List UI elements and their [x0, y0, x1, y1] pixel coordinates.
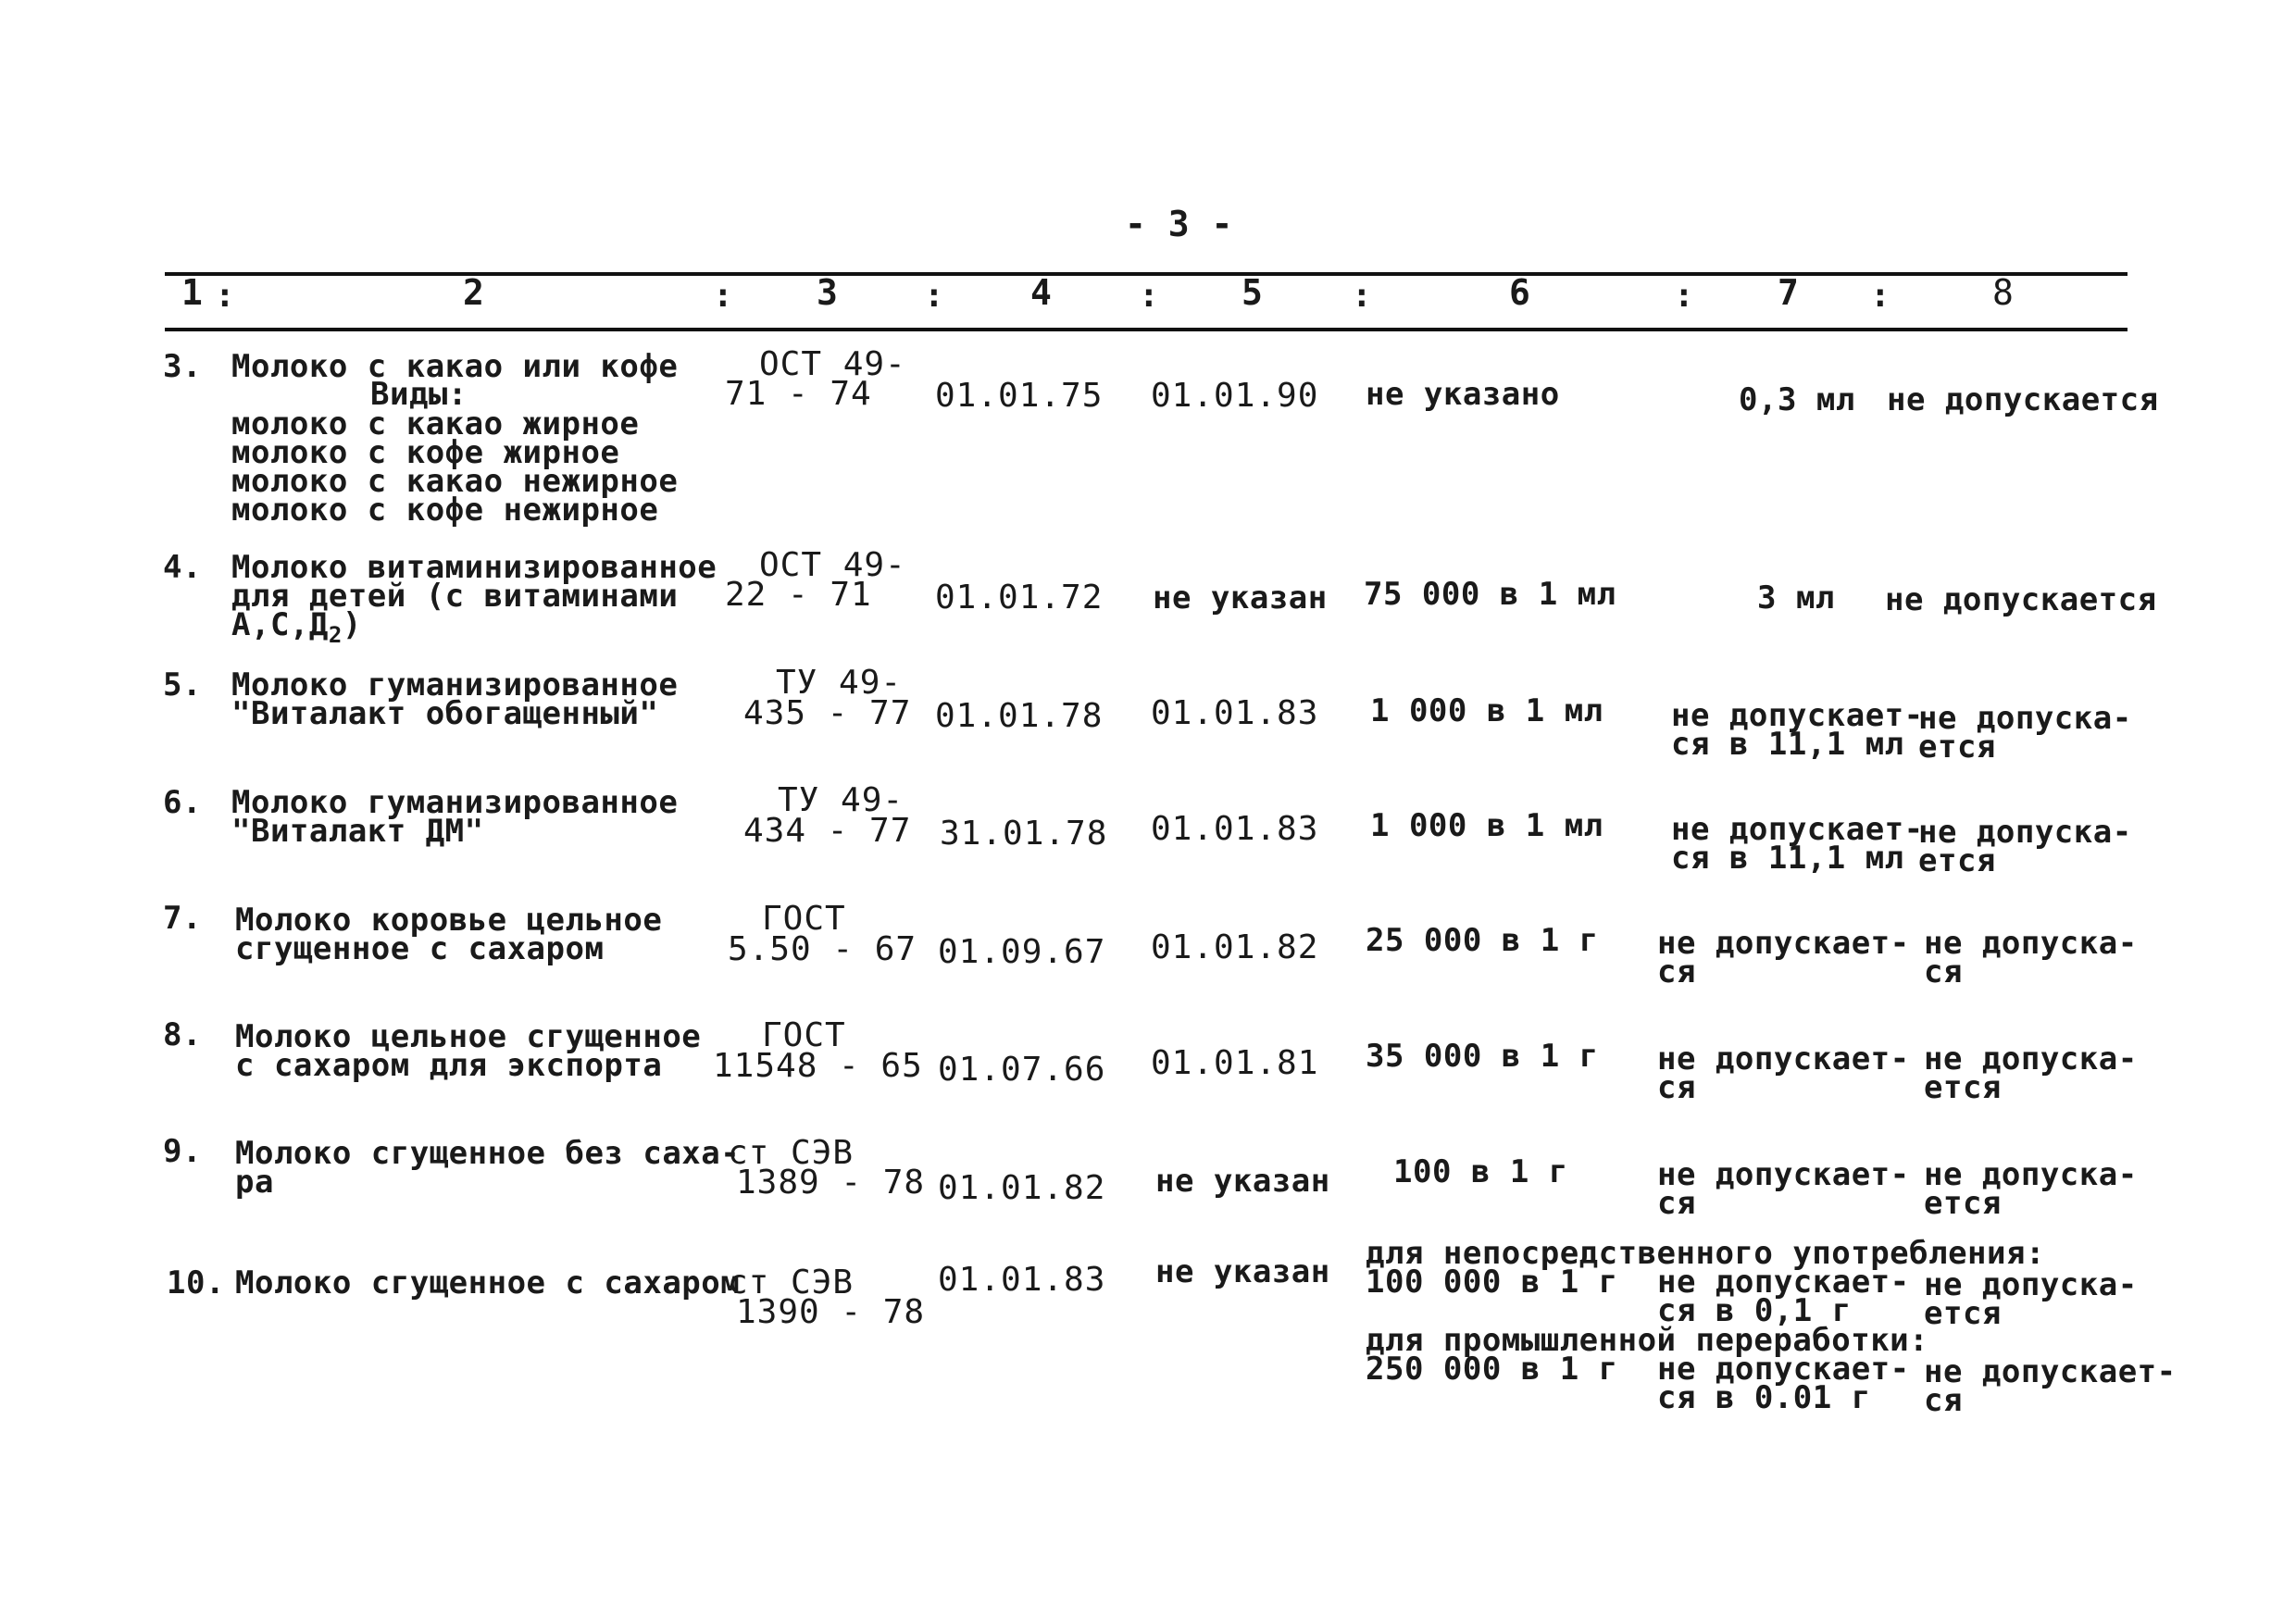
- column-divider: :: [713, 277, 733, 315]
- date-in: 31.01.78: [940, 815, 1108, 853]
- paren: ): [342, 606, 362, 643]
- product-name: Молоко гуманизированное: [231, 666, 679, 704]
- industrial-use-label: для промышленной переработки:: [1366, 1322, 1929, 1359]
- header-bottom-rule: [165, 328, 2128, 331]
- col8-value: ется: [1924, 1185, 2002, 1222]
- product-type: молоко с кофе нежирное: [231, 492, 659, 529]
- date-in: 01.09.67: [938, 933, 1106, 971]
- product-name: Молоко витаминизированное: [231, 549, 718, 586]
- col6-value: 1 000 в 1 мл: [1370, 692, 1603, 729]
- vitamins-label: А,С,Д: [231, 606, 329, 643]
- col8-value: не допускает-: [1924, 1353, 2177, 1390]
- row-number: 9.: [163, 1133, 202, 1170]
- product-name: "Виталакт ДМ": [231, 813, 484, 850]
- page-number: - 3 -: [1125, 204, 1233, 244]
- col8-value: не допуска-: [1924, 1040, 2138, 1077]
- standard: 1390 - 78: [736, 1293, 926, 1331]
- product-name: сгущенное с сахаром: [235, 930, 605, 967]
- column-header-4: 4: [1030, 272, 1052, 313]
- col7-value: не допускает-: [1657, 925, 1910, 962]
- column-header-5: 5: [1242, 272, 1263, 313]
- product-type: молоко с какао нежирное: [231, 463, 679, 500]
- standard: ст СЭВ: [728, 1134, 855, 1172]
- date-out: 01.01.82: [1151, 928, 1319, 966]
- product-name: [231, 606, 362, 650]
- standard: ОСТ 49-: [759, 345, 906, 383]
- column-divider: :: [215, 277, 235, 315]
- date-in: 01.01.78: [935, 697, 1104, 735]
- product-name: для детей (с витаминами: [231, 578, 679, 615]
- product-name: Молоко коровье цельное: [235, 902, 663, 939]
- col7-value: не допускает-: [1671, 811, 1924, 848]
- col7-value: ся в 11,1 мл: [1671, 726, 1904, 763]
- date-in: 01.01.72: [935, 579, 1104, 616]
- col8-value: ется: [1924, 1295, 2002, 1332]
- standard: 22 - 71: [725, 576, 872, 614]
- row-number: 4.: [163, 549, 202, 586]
- standard: ГОСТ: [762, 900, 846, 938]
- standard: 434 - 77: [743, 812, 912, 850]
- col7-value: ся в 11,1 мл: [1671, 840, 1904, 877]
- row-number: 6.: [163, 784, 202, 821]
- col7-value: не допускает-: [1657, 1040, 1910, 1077]
- col8-value: ется: [1918, 842, 1996, 879]
- col8-value: ется: [1924, 1069, 2002, 1106]
- col7-value: не допускает-: [1657, 1156, 1910, 1193]
- product-name: Молоко с какао или кофе: [231, 348, 679, 385]
- col8-value: не допуска-: [1918, 814, 2132, 851]
- date-out: 01.01.83: [1151, 694, 1319, 732]
- col8-value: ся: [1924, 953, 1963, 990]
- types-label: Виды:: [370, 376, 468, 413]
- column-divider: :: [1139, 277, 1159, 315]
- standard: ГОСТ: [762, 1016, 846, 1054]
- column-header-6: 6: [1509, 272, 1530, 313]
- col6-value: 100 000 в 1 г: [1366, 1264, 1618, 1301]
- product-name: с сахаром для экспорта: [235, 1047, 663, 1084]
- date-out: 01.01.81: [1151, 1044, 1319, 1082]
- col8-value: не допуска-: [1924, 1266, 2138, 1303]
- row-number: 3.: [163, 348, 202, 385]
- col6-value: 35 000 в 1 г: [1366, 1038, 1599, 1075]
- column-divider: :: [924, 277, 944, 315]
- standard: ТУ 49-: [778, 781, 905, 819]
- col6-value: 100 в 1 г: [1393, 1153, 1568, 1190]
- row-number: 8.: [163, 1016, 202, 1053]
- date-in: 01.01.83: [938, 1261, 1106, 1299]
- row-number: 5.: [163, 666, 202, 704]
- product-name: Молоко гуманизированное: [231, 784, 679, 821]
- row-number: 10.: [167, 1264, 225, 1301]
- col8-value: не допуска-: [1918, 700, 2132, 737]
- product-name: ра: [235, 1164, 274, 1201]
- date-in: 01.01.75: [935, 377, 1104, 415]
- column-header-7: 7: [1778, 272, 1799, 313]
- standard: ТУ 49-: [776, 664, 903, 702]
- column-header-2: 2: [463, 272, 484, 313]
- product-name: Молоко сгущенное с сахаром: [235, 1264, 741, 1301]
- header-top-rule: [165, 272, 2128, 276]
- column-divider: :: [1674, 277, 1694, 315]
- date-out: 01.01.90: [1151, 377, 1319, 415]
- subscript: 2: [328, 622, 343, 648]
- col6-value: 75 000 в 1 мл: [1364, 576, 1616, 613]
- column-divider: :: [1870, 277, 1890, 315]
- col8-value: ется: [1918, 729, 1996, 766]
- product-type: молоко с кофе жирное: [231, 434, 620, 471]
- standard: 1389 - 78: [736, 1164, 926, 1202]
- direct-use-label: для непосредственного употребления:: [1366, 1235, 2045, 1272]
- col7-value: ся: [1657, 953, 1696, 990]
- standard: 5.50 - 67: [728, 930, 917, 968]
- date-out: не указан: [1153, 579, 1328, 616]
- col6-value: 25 000 в 1 г: [1366, 922, 1599, 959]
- col8-value: не допускается: [1885, 581, 2157, 618]
- col7-value: ся: [1657, 1069, 1696, 1106]
- column-divider: :: [1352, 277, 1372, 315]
- column-header-8: 8: [1992, 272, 2014, 313]
- date-out: не указан: [1155, 1163, 1330, 1200]
- col6-value: 1 000 в 1 мл: [1370, 807, 1603, 844]
- product-name: "Виталакт обогащенный": [231, 695, 659, 732]
- row-number: 7.: [163, 900, 202, 937]
- col7-value: не допускает-: [1657, 1264, 1910, 1301]
- standard: ст СЭВ: [728, 1264, 855, 1301]
- col8-value: не допуска-: [1924, 1156, 2138, 1193]
- date-in: 01.07.66: [938, 1051, 1106, 1089]
- col8-value: не допуска-: [1924, 925, 2138, 962]
- col7-value: ся в 0.01 г: [1657, 1379, 1871, 1416]
- product-name: Молоко цельное сгущенное: [235, 1018, 702, 1055]
- col6-value: 250 000 в 1 г: [1366, 1351, 1618, 1388]
- standard: ОСТ 49-: [759, 546, 906, 584]
- column-header-1: 1: [181, 272, 203, 313]
- col7-value: 0,3 мл: [1739, 381, 1855, 418]
- product-type: молоко с какао жирное: [231, 405, 640, 442]
- date-in: 01.01.82: [938, 1169, 1106, 1207]
- col7-value: ся в 0,1 г: [1657, 1292, 1852, 1329]
- product-name: Молоко сгущенное без саха-: [235, 1135, 741, 1172]
- standard: 435 - 77: [743, 694, 912, 732]
- col7-value: 3 мл: [1757, 579, 1835, 616]
- col8-value: ся: [1924, 1382, 1963, 1419]
- col6-value: не указано: [1366, 376, 1560, 413]
- standard: 11548 - 65: [713, 1047, 923, 1085]
- col7-value: не допускает-: [1671, 697, 1924, 734]
- date-out: 01.01.83: [1151, 810, 1319, 848]
- col8-value: не допускается: [1887, 381, 2159, 418]
- column-header-3: 3: [817, 272, 838, 313]
- standard: 71 - 74: [725, 375, 872, 413]
- date-out: не указан: [1155, 1253, 1330, 1290]
- col7-value: не допускает-: [1657, 1351, 1910, 1388]
- col7-value: ся: [1657, 1185, 1696, 1222]
